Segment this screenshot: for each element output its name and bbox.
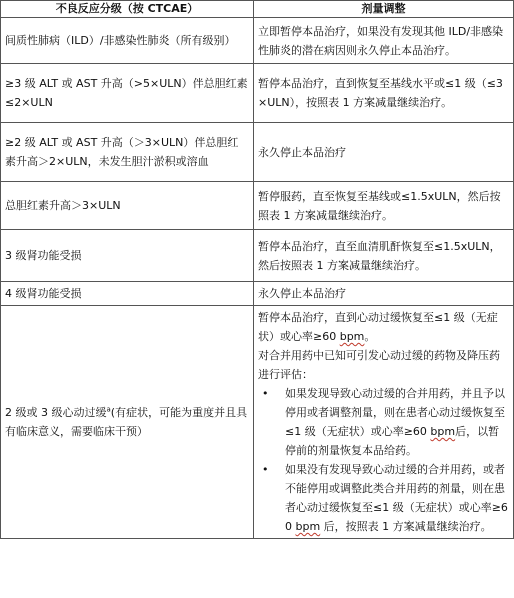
bullet-icon: •: [262, 387, 269, 400]
adjustment-cell: [254, 306, 514, 539]
bpm-unit: bpm: [430, 425, 456, 438]
table-row: [1, 182, 514, 230]
reaction-cell: 总胆红素升高＞3×ULN: [1, 182, 254, 230]
adjustment-cell: 永久停止本品治疗: [254, 123, 514, 182]
cardiac-para2: 对合并用药中已知可引发心动过缓的药物及降压药进行评估：: [258, 349, 500, 381]
cardiac-reaction-rest: (有症状，可能为重度并且具有临床意义，需要临床干预）: [5, 406, 248, 438]
footnote-marker: a: [106, 405, 111, 414]
table-row: [1, 123, 514, 182]
adjustment-cell: 立即暂停本品治疗，如果没有发现其他 ILD/非感染性肺炎的潜在病因则永久停止本品治疗。: [254, 18, 514, 64]
cardiac-para1-text: 暂停本品治疗，直到心动过缓恢复至≤1 级（无症状）或心率≥60: [258, 311, 498, 343]
bullet1-text: 如果发现导致心动过缓的合并用药，并且予以停用或者调整剂量，则在患者心动过缓恢复至≤1 级（无症状）或心率≥60: [285, 387, 505, 438]
table-row: [1, 230, 514, 282]
bpm-unit: bpm: [295, 520, 321, 533]
adjustment-cell: 暂停本品治疗，直至血清肌酐恢复至≤1.5xULN，然后按照表 1 方案减量继续治疗。: [254, 230, 514, 282]
reaction-cell: 3 级肾功能受损: [1, 230, 254, 282]
cardiac-para1: [258, 308, 509, 346]
adjustment-cell: 暂停本品治疗，直到恢复至基线水平或≤1 级（≤3×ULN），按照表 1 方案减量继续治疗。: [254, 64, 514, 123]
reaction-cell: ≥2 级 ALT 或 AST 升高（＞3×ULN）伴总胆红素升高＞2×ULN，未发生胆汁淤积或溶血: [1, 123, 254, 182]
bullet1-suffix: 后，以暂停前的剂量恢复本品给药。: [285, 425, 500, 457]
table-header-row: [1, 1, 514, 18]
bullet2-text: 如果没有发现导致心动过缓的合并用药，或者不能停用或调整此类合并用药的剂量，则在患者心动过缓恢复至≤1 级（无症状）或心率≥60: [285, 463, 508, 533]
reaction-cell: [1, 306, 254, 539]
cardiac-reaction-main: 2 级或 3 级心动过缓: [5, 406, 107, 419]
reaction-cell: ≥3 级 ALT 或 AST 升高（>5×ULN）伴总胆红素≤2×ULN: [1, 64, 254, 123]
adjustment-cell: 暂停服药，直至恢复至基线或≤1.5xULN，然后按照表 1 方案减量继续治疗。: [254, 182, 514, 230]
list-item: [258, 460, 509, 536]
table-row: [1, 18, 514, 64]
reaction-cell: 间质性肺病（ILD）/非感染性肺炎（所有级别）: [1, 18, 254, 64]
bullet2-suffix: 后，按照表 1 方案减量继续治疗。: [320, 520, 492, 533]
table-row: [1, 282, 514, 306]
reaction-cell: 4 级肾功能受损: [1, 282, 254, 306]
adjustment-cell: 永久停止本品治疗: [254, 282, 514, 306]
cardiac-bullet-list: [258, 384, 509, 536]
table-row: [1, 306, 514, 539]
list-item: [258, 384, 509, 460]
cardiac-para1-suffix: 。: [364, 330, 376, 343]
bullet-icon: •: [262, 463, 269, 476]
bpm-unit: bpm: [339, 330, 365, 343]
header-adverse-reaction-grade: 不良反应分级（按 CTCAE）: [1, 1, 254, 18]
header-dose-adjustment: 剂量调整: [254, 1, 514, 18]
table-row: [1, 64, 514, 123]
